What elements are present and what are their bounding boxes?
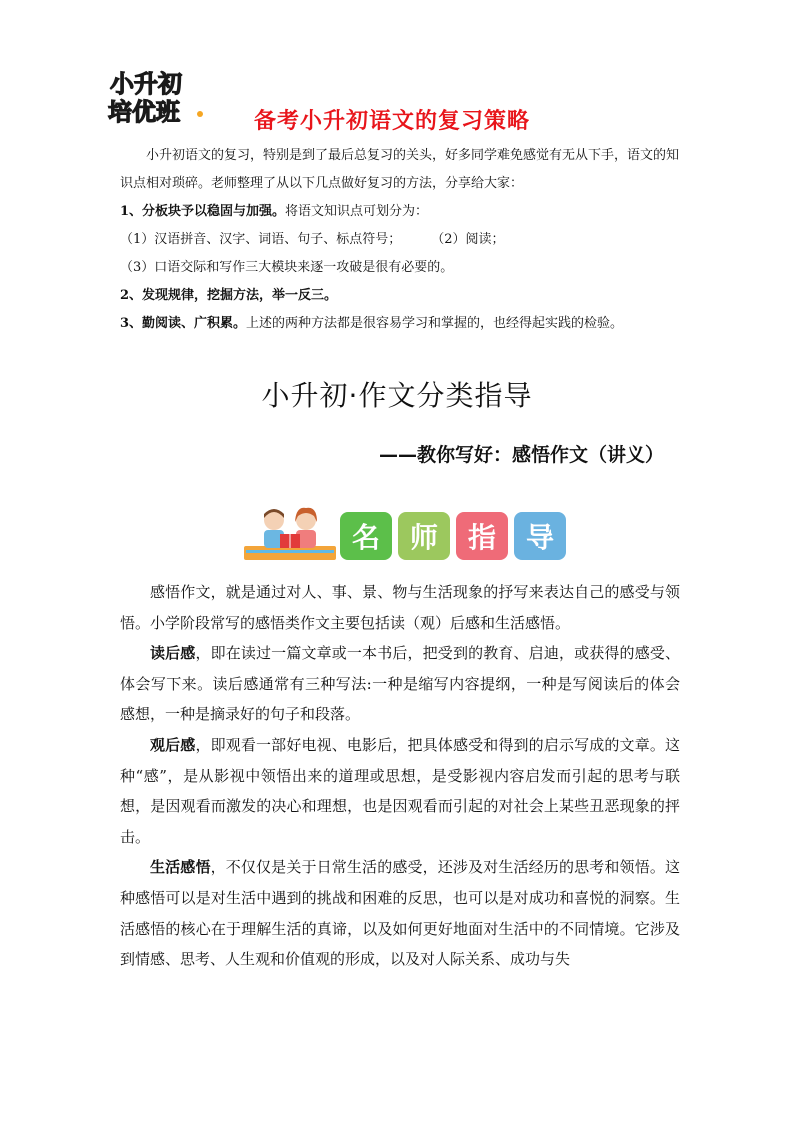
subtitle: ——教你写好：感悟作文（讲义） <box>378 444 664 466</box>
intro-item-3-rest: 上述的两种方法都是很容易学习和掌握的，也经得起实践的检验。 <box>246 316 624 331</box>
logo-graphic <box>104 66 208 128</box>
intro-item-3-bold: 3、勤阅读、广积累。 <box>120 316 247 331</box>
body-paragraph-1: 感悟作文，就是通过对人、事、景、物与生活现象的抒写来表达自己的感受与领悟。小学阶段常写的感悟类作文主要包括读（观）后感和生活感悟。 <box>120 583 680 632</box>
main-title: 小升初·作文分类指导 <box>261 379 533 412</box>
body-section <box>120 577 680 975</box>
logo-dot <box>197 111 203 117</box>
term-viewing: 观后感 <box>150 735 196 754</box>
intro-section <box>120 142 680 338</box>
intro-item-1 <box>120 198 680 226</box>
intro-paragraph: 小升初语文的复习，特别是到了最后总复习的关头，好多同学难免感觉有无从下手，语文的知识点相对琐碎。老师整理了从以下几点做好复习的方法，分享给大家： <box>120 148 680 191</box>
logo-text-bottom: 培优班 <box>108 98 180 126</box>
intro-item-2: 2、发现规律，挖掘方法，举一反三。 <box>120 288 338 303</box>
students-reading-icon <box>244 506 336 564</box>
logo-text-top: 小升初 <box>110 70 182 98</box>
term-life: 生活感悟 <box>150 858 211 877</box>
banner-tile-dao: 导 <box>514 512 566 560</box>
intro-sub-row <box>120 226 680 254</box>
teacher-guidance-banner <box>244 506 574 564</box>
term-reading: 读后感 <box>150 644 196 663</box>
intro-sub-2: （2）阅读； <box>431 232 505 247</box>
banner-tiles <box>340 512 566 560</box>
body-paragraph-4-text: ，不仅仅是关于日常生活的感受，还涉及对生活经历的思考和领悟。这种感悟可以是对生活中遇到的挑战和困难的反思，也可以是对成功和喜悦的洞察。生活感悟的核心在于理解生活的真谛，以及如何更好地面对生活中的不同情境。它涉及到情感、思考、人生观和价值观的形成，以及对人际关系、成功与失 <box>120 858 680 969</box>
intro-sub-3: （3）口语交际和写作三大模块来逐一攻破是很有必要的。 <box>120 260 454 275</box>
intro-item-1-rest: 将语文知识点可划分为： <box>285 204 429 219</box>
banner-tile-ming: 名 <box>340 512 392 560</box>
intro-item-1-bold: 1、分板块予以稳固与加强。 <box>120 204 286 219</box>
body-paragraph-2-text: ，即在读过一篇文章或一本书后，把受到的教育、启迪，或获得的感受、体会写下来。读后感通常有三种写法:一种是缩写内容提纲，一种是写阅读后的体会感想，一种是摘录好的句子和段落。 <box>120 644 680 724</box>
intro-item-3 <box>120 310 680 338</box>
body-paragraph-3 <box>120 730 680 852</box>
header-title: 备考小升初语文的复习策略 <box>254 109 531 134</box>
body-paragraph-4 <box>120 852 680 974</box>
logo <box>104 66 208 128</box>
intro-sub-1: （1）汉语拼音、汉字、词语、句子、标点符号； <box>120 232 402 247</box>
body-paragraph-2 <box>120 638 680 730</box>
body-paragraph-3-text: ，即观看一部好电视、电影后，把具体感受和得到的启示写成的文章。这种“感”，是从影视中领悟出来的道理或思想，是受影视内容启发而引起的思考与联想，是因观看而激发的决心和理想，也是因观看而引起的对社会上某些丑恶现象的抨击。 <box>120 735 680 846</box>
banner-tile-shi: 师 <box>398 512 450 560</box>
banner-tile-zhi: 指 <box>456 512 508 560</box>
